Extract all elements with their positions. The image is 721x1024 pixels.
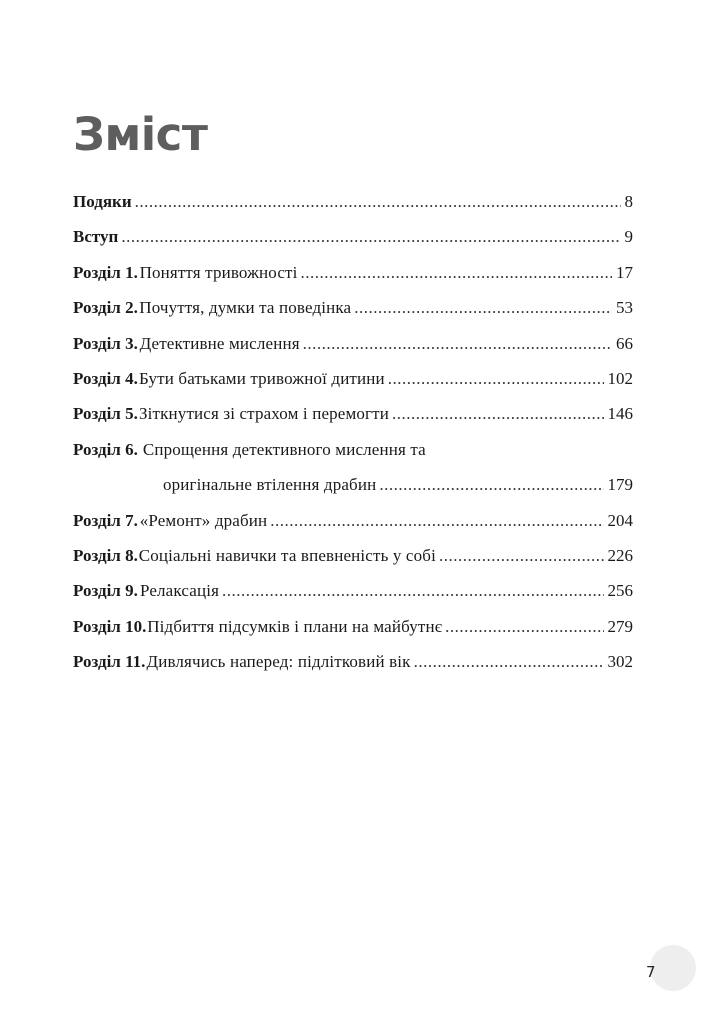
toc-entry-page: 53 [616, 298, 633, 318]
toc-entry-page: 279 [607, 616, 633, 636]
toc-entry-page: 8 [624, 192, 633, 211]
toc-entry-chapter-10[interactable] [73, 609, 633, 644]
toc-entry-chapter-7[interactable] [73, 503, 633, 538]
toc-entry-acknowledgements[interactable] [73, 184, 633, 219]
dot-leader [135, 184, 621, 219]
toc-entry-title: Релаксація [139, 581, 220, 601]
dot-leader [222, 573, 603, 608]
dot-leader [354, 290, 612, 325]
toc-entry-chapter-11[interactable] [73, 644, 633, 679]
dot-leader [445, 609, 603, 644]
toc-entry-label: Розділ 1. [73, 262, 138, 282]
dot-leader [121, 219, 620, 254]
toc-entry-page: 302 [607, 652, 633, 672]
toc-entry-page: 102 [607, 368, 633, 388]
toc-entry-page: 179 [607, 475, 633, 495]
toc-entry-chapter-3[interactable] [73, 326, 633, 361]
toc-entry-label: Розділ 8. [73, 545, 138, 565]
toc-entry-title: Бути батьками тривожної дитини [139, 368, 385, 388]
table-of-contents [73, 184, 633, 679]
toc-entry-title: Детективне мислення [139, 333, 300, 353]
toc-entry-title: Зіткнутися зі страхом і перемогти [139, 404, 390, 424]
page-title: Зміст [73, 108, 208, 161]
page-number: 7 [646, 963, 656, 981]
toc-entry-chapter-9[interactable] [73, 573, 633, 608]
toc-entry-title: Поняття тривожності [139, 262, 298, 282]
toc-entry-page: 256 [607, 581, 633, 601]
toc-entry-chapter-2[interactable] [73, 290, 633, 325]
toc-entry-chapter-5[interactable] [73, 396, 633, 431]
dot-leader [301, 255, 613, 290]
toc-entry-title: «Ремонт» драбин [139, 510, 268, 530]
toc-entry-title-continued: оригінальне втілення драбин [163, 475, 377, 495]
dot-leader [303, 326, 612, 361]
toc-entry-chapter-6[interactable] [73, 432, 633, 503]
toc-entry-label: Розділ 6. [73, 439, 138, 459]
toc-entry-label: Розділ 5. [73, 404, 138, 424]
toc-entry-title: Спрощення детективного мислення та [142, 439, 426, 459]
dot-leader [414, 644, 604, 679]
toc-entry-introduction[interactable] [73, 219, 633, 254]
toc-entry-label: Розділ 11. [73, 652, 146, 672]
toc-entry-chapter-1[interactable] [73, 255, 633, 290]
toc-entry-label: Розділ 2. [73, 298, 138, 318]
toc-entry-label: Розділ 10. [73, 616, 147, 636]
toc-entry-title: Соціальні навички та впевненість у собі [138, 545, 436, 565]
toc-entry-page: 17 [616, 262, 633, 282]
toc-entry-label: Подяки [73, 192, 132, 211]
dot-leader [439, 538, 604, 573]
page-number-badge [650, 945, 696, 991]
dot-leader [392, 396, 603, 431]
toc-entry-chapter-4[interactable] [73, 361, 633, 396]
toc-entry-page: 9 [624, 227, 633, 247]
toc-entry-title: Підбиття підсумків і плани на майбутнє [147, 616, 443, 636]
toc-entry-page: 66 [616, 333, 633, 353]
toc-entry-label: Вступ [73, 227, 119, 247]
toc-entry-page: 204 [607, 510, 633, 530]
toc-entry-page: 226 [607, 545, 633, 565]
toc-entry-label: Розділ 3. [73, 333, 138, 353]
toc-entry-title: Дивлячись наперед: підлітковий вік [146, 652, 411, 672]
toc-entry-page: 146 [607, 404, 633, 424]
toc-entry-label: Розділ 7. [73, 510, 138, 530]
toc-entry-chapter-8[interactable] [73, 538, 633, 573]
toc-entry-title: Почуття, думки та поведінка [139, 298, 352, 318]
dot-leader [270, 503, 603, 538]
toc-entry-label: Розділ 9. [73, 581, 138, 601]
toc-entry-label: Розділ 4. [73, 368, 138, 388]
dot-leader [379, 467, 603, 502]
dot-leader [388, 361, 604, 396]
